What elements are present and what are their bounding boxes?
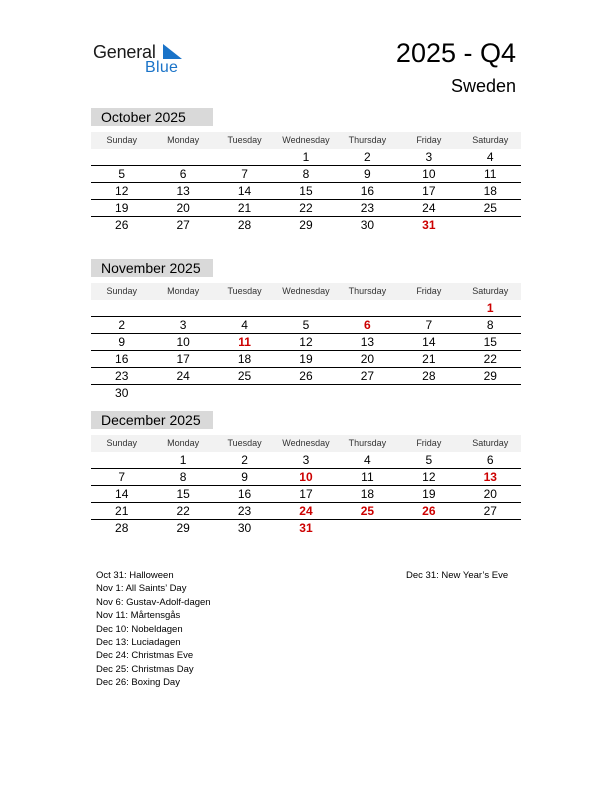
date-cell: 16 bbox=[115, 352, 129, 366]
weekday-label: Thursday bbox=[348, 286, 387, 296]
weekday-label: Tuesday bbox=[227, 286, 262, 296]
holiday-date-cell: 11 bbox=[238, 335, 251, 349]
date-cell bbox=[398, 520, 459, 537]
holiday-date-cell: 26 bbox=[422, 504, 436, 518]
date-cell: 2 bbox=[241, 453, 248, 467]
date-cell: 16 bbox=[360, 184, 375, 198]
date-cell: 23 bbox=[237, 504, 252, 518]
date-cell: 29 bbox=[483, 369, 497, 383]
date-cell bbox=[337, 385, 398, 402]
weekday-label: Monday bbox=[167, 135, 200, 145]
weekday-label: Friday bbox=[416, 135, 442, 145]
date-cell: 30 bbox=[360, 218, 375, 232]
date-cell: 28 bbox=[115, 521, 129, 535]
holiday-list-right bbox=[406, 569, 508, 582]
date-cell: 23 bbox=[115, 369, 129, 383]
date-cell: 27 bbox=[176, 218, 190, 232]
month-november bbox=[91, 259, 521, 402]
date-cell: 19 bbox=[115, 201, 129, 215]
date-cell: 16 bbox=[237, 487, 252, 501]
date-cell: 4 bbox=[241, 318, 248, 332]
date-cell: 8 bbox=[486, 318, 494, 332]
holiday-note: Dec 25: Christmas Day bbox=[96, 663, 194, 675]
week-row bbox=[91, 351, 521, 368]
holiday-note: Nov 1: All Saints’ Day bbox=[96, 583, 187, 595]
date-cell: 28 bbox=[237, 218, 252, 232]
weekday-label: Wednesday bbox=[282, 438, 330, 448]
week-row bbox=[91, 486, 521, 503]
date-cell: 21 bbox=[237, 201, 252, 215]
date-cell: 26 bbox=[115, 218, 129, 232]
date-cell: 18 bbox=[237, 352, 252, 366]
date-cell: 30 bbox=[115, 386, 129, 400]
weekday-header bbox=[91, 283, 521, 300]
date-cell: 27 bbox=[483, 504, 497, 518]
holiday-date-cell: 13 bbox=[483, 470, 497, 484]
date-cell bbox=[337, 520, 398, 537]
weekday-label: Monday bbox=[167, 286, 200, 296]
holiday-note: Dec 26: Boxing Day bbox=[96, 677, 180, 689]
holiday-date-cell: 1 bbox=[486, 301, 494, 315]
date-cell: 12 bbox=[299, 335, 313, 349]
week-row bbox=[91, 368, 521, 385]
week-row bbox=[91, 452, 521, 469]
date-cell: 9 bbox=[364, 167, 371, 181]
date-cell: 30 bbox=[237, 521, 252, 535]
date-cell: 3 bbox=[302, 453, 310, 467]
date-cell: 21 bbox=[115, 504, 129, 518]
date-cell: 14 bbox=[237, 184, 252, 198]
week-row bbox=[91, 385, 521, 402]
date-cell: 20 bbox=[176, 201, 190, 215]
date-cell: 17 bbox=[176, 352, 190, 366]
logo-blue-text: Blue bbox=[145, 59, 179, 76]
weekday-label: Friday bbox=[416, 286, 442, 296]
date-cell: 5 bbox=[425, 453, 433, 467]
week-row bbox=[91, 149, 521, 166]
week-row bbox=[91, 166, 521, 183]
date-cell: 29 bbox=[176, 521, 190, 535]
date-cell: 6 bbox=[486, 453, 494, 467]
week-row bbox=[91, 300, 521, 317]
weekday-label: Tuesday bbox=[227, 135, 262, 145]
date-cell: 19 bbox=[422, 487, 436, 501]
date-cell: 12 bbox=[422, 470, 436, 484]
date-cell bbox=[398, 385, 459, 402]
holiday-note: Dec 24: Christmas Eve bbox=[96, 650, 194, 662]
date-cell: 7 bbox=[241, 167, 248, 181]
date-cell: 3 bbox=[425, 150, 433, 164]
date-cell bbox=[152, 149, 213, 165]
holiday-date-cell: 24 bbox=[299, 504, 313, 518]
date-cell: 15 bbox=[299, 184, 313, 198]
holiday-date-cell: 31 bbox=[299, 521, 313, 535]
date-cell: 10 bbox=[422, 167, 436, 181]
weekday-label: Saturday bbox=[472, 286, 509, 296]
week-row bbox=[91, 183, 521, 200]
date-cell bbox=[214, 149, 275, 165]
date-cell: 2 bbox=[364, 150, 371, 164]
weekday-label: Sunday bbox=[106, 286, 137, 296]
date-cell: 13 bbox=[360, 335, 375, 349]
date-cell bbox=[214, 300, 275, 316]
date-cell: 28 bbox=[422, 369, 436, 383]
date-cell bbox=[460, 520, 521, 537]
date-cell bbox=[214, 385, 275, 402]
date-cell: 21 bbox=[422, 352, 436, 366]
date-cell: 4 bbox=[486, 150, 494, 164]
holiday-date-cell: 6 bbox=[364, 318, 371, 332]
holiday-note: Dec 13: Luciadagen bbox=[96, 637, 181, 649]
date-cell: 24 bbox=[176, 369, 190, 383]
date-cell: 14 bbox=[422, 335, 436, 349]
date-cell: 20 bbox=[360, 352, 375, 366]
holiday-date-cell: 31 bbox=[422, 218, 436, 232]
date-cell bbox=[337, 300, 398, 316]
date-cell: 9 bbox=[241, 470, 248, 484]
date-cell: 8 bbox=[302, 167, 310, 181]
holiday-note: Dec 31: New Year’s Eve bbox=[406, 570, 509, 581]
weekday-label: Tuesday bbox=[227, 438, 262, 448]
date-cell: 8 bbox=[179, 470, 187, 484]
logo-triangle-icon bbox=[161, 44, 183, 60]
weekday-header bbox=[91, 435, 521, 452]
weekday-label: Saturday bbox=[472, 135, 509, 145]
date-cell: 18 bbox=[360, 487, 375, 501]
country-name: Sweden bbox=[450, 76, 516, 96]
holiday-list bbox=[96, 569, 211, 690]
month-october bbox=[91, 108, 521, 234]
date-cell bbox=[91, 300, 152, 316]
date-cell: 3 bbox=[179, 318, 187, 332]
page-title: 2025 - Q4 bbox=[395, 38, 516, 68]
date-cell: 24 bbox=[422, 201, 436, 215]
date-cell: 29 bbox=[299, 218, 313, 232]
week-row bbox=[91, 217, 521, 234]
logo bbox=[93, 40, 203, 80]
holiday-note: Nov 6: Gustav-Adolf-dagen bbox=[96, 596, 211, 608]
weekday-header bbox=[91, 132, 521, 149]
weekday-label: Saturday bbox=[472, 438, 509, 448]
date-cell: 11 bbox=[484, 167, 497, 181]
week-row bbox=[91, 469, 521, 486]
date-cell: 19 bbox=[299, 352, 313, 366]
date-cell: 18 bbox=[483, 184, 497, 198]
holiday-note: Nov 11: Mårtensgås bbox=[96, 610, 181, 622]
date-cell bbox=[460, 217, 521, 234]
date-cell: 22 bbox=[176, 504, 190, 518]
holiday-note: Dec 10: Nobeldagen bbox=[96, 623, 183, 635]
date-cell: 23 bbox=[360, 201, 375, 215]
date-cell: 26 bbox=[299, 369, 313, 383]
date-cell: 14 bbox=[115, 487, 129, 501]
date-cell bbox=[152, 385, 213, 402]
month-title: October 2025 bbox=[91, 108, 213, 126]
date-cell bbox=[398, 300, 459, 316]
date-cell: 10 bbox=[176, 335, 190, 349]
date-cell: 27 bbox=[360, 369, 375, 383]
week-row bbox=[91, 503, 521, 520]
weekday-label: Monday bbox=[167, 438, 200, 448]
date-cell: 22 bbox=[299, 201, 313, 215]
date-cell: 2 bbox=[118, 318, 126, 332]
date-cell: 7 bbox=[425, 318, 433, 332]
date-cell: 5 bbox=[118, 167, 126, 181]
weekday-label: Friday bbox=[416, 438, 442, 448]
date-cell: 22 bbox=[483, 352, 497, 366]
date-cell: 25 bbox=[237, 369, 252, 383]
date-cell: 25 bbox=[483, 201, 497, 215]
date-cell: 7 bbox=[118, 470, 126, 484]
date-cell: 4 bbox=[364, 453, 371, 467]
weekday-label: Sunday bbox=[106, 135, 137, 145]
date-cell: 17 bbox=[299, 487, 313, 501]
date-cell: 15 bbox=[176, 487, 190, 501]
month-december bbox=[91, 411, 521, 537]
date-cell: 12 bbox=[115, 184, 129, 198]
weekday-label: Thursday bbox=[348, 135, 387, 145]
date-cell: 1 bbox=[302, 150, 310, 164]
holiday-note: Oct 31: Halloween bbox=[96, 570, 174, 581]
week-row bbox=[91, 200, 521, 217]
holiday-date-cell: 25 bbox=[360, 504, 375, 518]
logo-general-text: General bbox=[93, 42, 156, 62]
date-cell: 5 bbox=[302, 318, 310, 332]
weekday-label: Thursday bbox=[348, 438, 387, 448]
date-cell: 1 bbox=[179, 453, 187, 467]
month-title: December 2025 bbox=[91, 411, 213, 429]
date-cell bbox=[152, 300, 213, 316]
weekday-label: Wednesday bbox=[282, 135, 330, 145]
date-cell bbox=[275, 385, 336, 402]
date-cell: 13 bbox=[176, 184, 190, 198]
date-cell: 6 bbox=[179, 167, 187, 181]
weekday-label: Sunday bbox=[106, 438, 137, 448]
date-cell: 15 bbox=[483, 335, 497, 349]
date-cell: 9 bbox=[118, 335, 126, 349]
date-cell: 11 bbox=[361, 470, 374, 484]
date-cell bbox=[91, 149, 152, 165]
week-row bbox=[91, 520, 521, 537]
month-title: November 2025 bbox=[91, 259, 213, 277]
date-cell bbox=[460, 385, 521, 402]
week-row bbox=[91, 317, 521, 334]
date-cell: 20 bbox=[483, 487, 497, 501]
date-cell bbox=[275, 300, 336, 316]
date-cell bbox=[91, 452, 152, 468]
weekday-label: Wednesday bbox=[282, 286, 330, 296]
date-cell: 17 bbox=[422, 184, 436, 198]
week-row bbox=[91, 334, 521, 351]
holiday-date-cell: 10 bbox=[299, 470, 313, 484]
